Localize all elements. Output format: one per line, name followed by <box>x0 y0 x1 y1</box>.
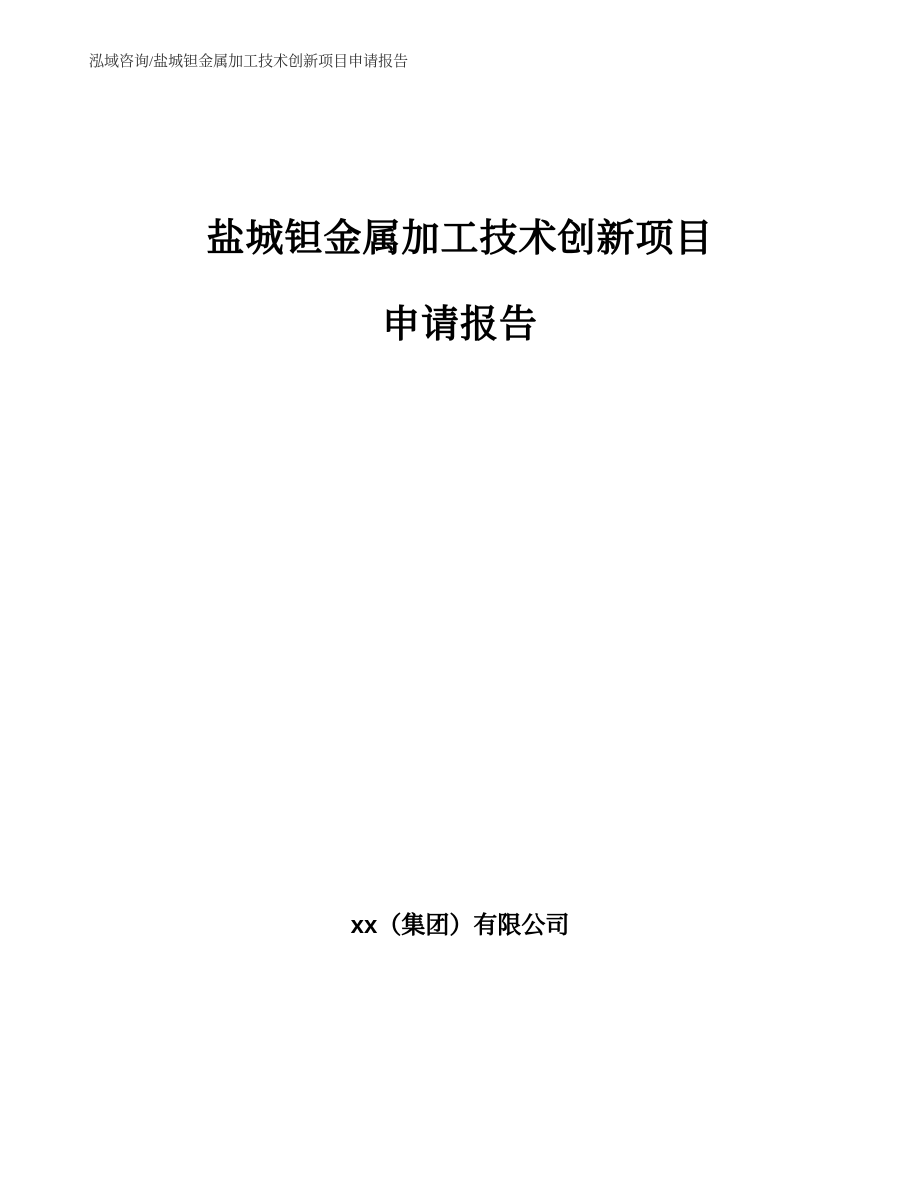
document-title-line1: 盐城钽金属加工技术创新项目 <box>206 218 714 260</box>
company-name: xx（集团）有限公司 <box>350 912 570 939</box>
document-title-line2: 申请报告 <box>381 304 538 346</box>
running-header: 泓域咨询/盐城钽金属加工技术创新项目申请报告 <box>89 54 409 70</box>
